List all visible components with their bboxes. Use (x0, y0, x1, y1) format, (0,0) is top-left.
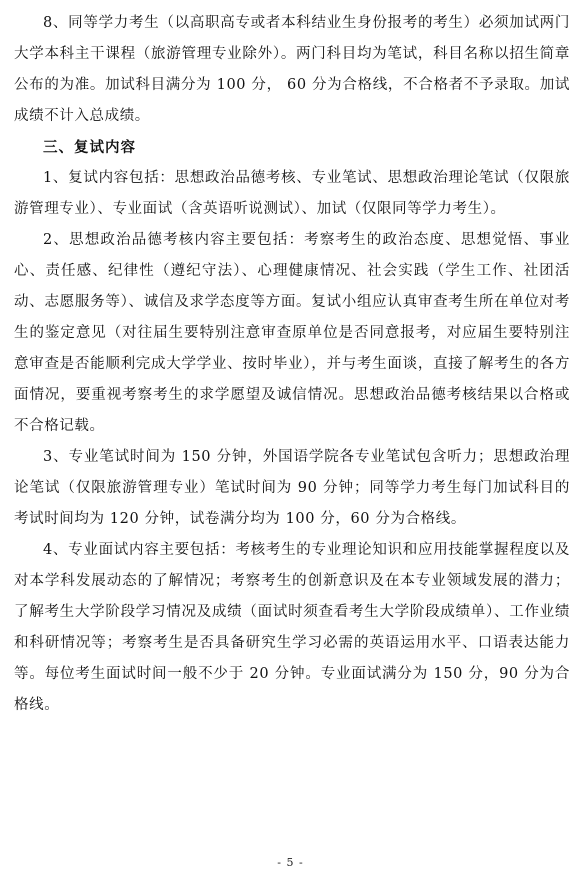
section-heading-retest-content: 三、复试内容 (43, 139, 136, 156)
document-body (14, 8, 570, 721)
paragraph-interview: 4、专业面试内容主要包括：考核考生的专业理论知识和应用技能掌握程度以及对本学科发展动态的了解情况；考察考生的创新意识及在本专业领域发展的潜力；了解考生大学阶段学习情况及成绩（面试时须查看考生大学阶段成绩单）、工作业绩和科研情况等；考察考生是否具备研究生学习必需的英语运用水平、口语表达能力等。每位考生面试时间一般不少于 20 分钟。专业面试满分为 150 分，90 分为合格线。 (14, 542, 570, 713)
paragraph-equivalent-education: 8、同等学力考生（以高职高专或者本科结业生身份报考的考生）必须加试两门大学本科主干课程（旅游管理专业除外）。两门科目均为笔试，科目名称以招生简章公布的为准。加试科目满分为 100 分， 60 分为合格线，不合格者不予录取。加试成绩不计入总成绩。 (14, 15, 570, 124)
paragraph-written-exam: 3、专业笔试时间为 150 分钟，外国语学院各专业笔试包含听力；思想政治理论笔试（仅限旅游管理专业）笔试时间为 90 分钟；同等学力考生每门加试科目的考试时间均为 120 分钟，试卷满分均为 100 分，60 分为合格线。 (14, 449, 570, 527)
paragraph-retest-items: 1、复试内容包括：思想政治品德考核、专业笔试、思想政治理论笔试（仅限旅游管理专业）、专业面试（含英语听说测试）、加试（仅限同等学力考生）。 (14, 170, 570, 217)
page-number: - 5 - (277, 856, 304, 869)
paragraph-political-assessment: 2、思想政治品德考核内容主要包括：考察考生的政治态度、思想觉悟、事业心、责任感、纪律性（遵纪守法）、心理健康情况、社会实践（学生工作、社团活动、志愿服务等）、诚信及求学态度等方面。复试小组应认真审查考生所在单位对考生的鉴定意见（对往届生要特别注意审查原单位是否同意报考，对应届生要特别注意审查是否能顺利完成大学学业、按时毕业），并与考生面谈，直接了解考生的各方面情况，要重视考察考生的求学愿望及诚信情况。思想政治品德考核结果以合格或不合格记载。 (14, 232, 570, 434)
